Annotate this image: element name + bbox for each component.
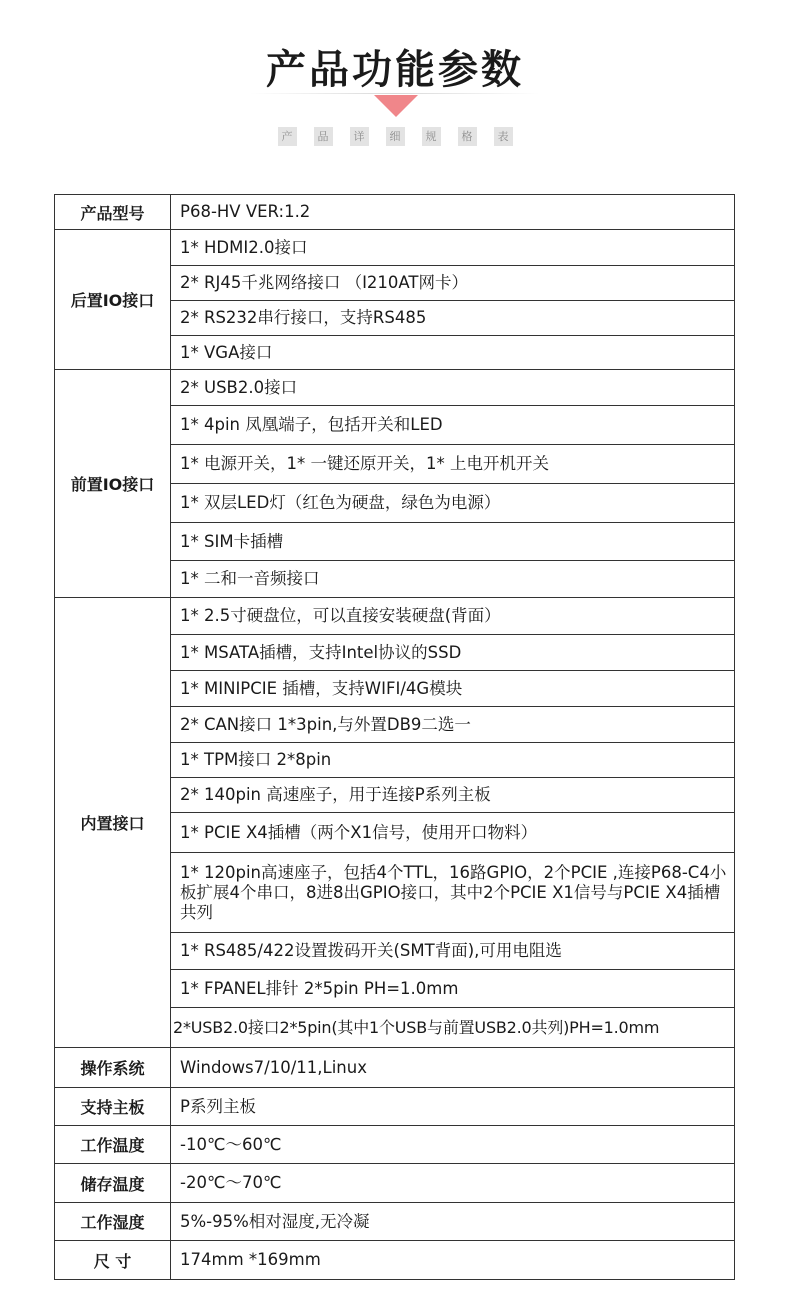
subtitle-char: 产 [278,127,297,146]
row-value: 1* HDMI2.0接口 [171,230,735,266]
page-title: 产品功能参数 [266,47,524,93]
row-value: 1* 120pin高速座子，包括4个TTL，16路GPIO，2个PCIE ,连接P68-C4小板扩展4个串口，8进8出GPIO接口，其中2个PCIE X1信号与PCIE X4插槽共列 [171,853,735,933]
table-row [55,598,735,635]
row-value: 1* TPM接口 2*8pin [171,743,735,778]
subtitle-char: 详 [350,127,369,146]
table-row [55,230,735,266]
subtitle-char: 规 [422,127,441,146]
row-value: 1* 电源开关，1* 一键还原开关，1* 上电开机开关 [171,445,735,484]
spec-table [54,194,735,1280]
row-value: 1* FPANEL排针 2*5pin PH=1.0mm [171,970,735,1008]
table-row [55,1164,735,1203]
row-value: P68-HV VER:1.2 [171,195,735,230]
row-label: 后置IO接口 [55,230,171,370]
title-divider [250,93,540,94]
table-row [55,1088,735,1126]
table-row [55,370,735,406]
row-label: 操作系统 [55,1048,171,1088]
row-label: 前置IO接口 [55,370,171,598]
row-value: 1* VGA接口 [171,336,735,370]
row-value: 1* MSATA插槽，支持Intel协议的SSD [171,635,735,671]
row-value: P系列主板 [171,1088,735,1126]
row-label: 储存温度 [55,1164,171,1203]
row-value: Windows7/10/11,Linux [171,1048,735,1088]
row-value: 2* 140pin 高速座子，用于连接P系列主板 [171,778,735,813]
table-row [55,1048,735,1088]
row-value: -20℃～70℃ [171,1164,735,1203]
subtitle-char: 表 [494,127,513,146]
row-label: 尺 寸 [55,1241,171,1280]
row-value: 1* MINIPCIE 插槽，支持WIFI/4G模块 [171,671,735,707]
row-value: 1* SIM卡插槽 [171,523,735,561]
row-value: 2* RS232串行接口，支持RS485 [171,301,735,336]
subtitle [0,127,790,146]
subtitle-char: 细 [386,127,405,146]
row-value: 1* 二和一音频接口 [171,561,735,598]
row-value: 2* USB2.0接口 [171,370,735,406]
row-value: 2* RJ45千兆网络接口 （I210AT网卡） [171,266,735,301]
row-value: 1* 4pin 凤凰端子，包括开关和LED [171,406,735,445]
row-value: 1* RS485/422设置拨码开关(SMT背面),可用电阻选 [171,933,735,970]
row-value: 1* 双层LED灯（红色为硬盘，绿色为电源） [171,484,735,523]
row-value: 5%-95%相对湿度,无冷凝 [171,1203,735,1241]
table-row [55,1203,735,1241]
row-label: 产品型号 [55,195,171,230]
table-row [55,1126,735,1164]
row-label: 内置接口 [55,598,171,1048]
subtitle-char: 格 [458,127,477,146]
row-value: 1* PCIE X4插槽（两个X1信号，使用开口物料） [171,813,735,853]
row-label: 工作湿度 [55,1203,171,1241]
row-value: -10℃～60℃ [171,1126,735,1164]
down-triangle-icon [374,95,418,117]
row-value: 1* 2.5寸硬盘位，可以直接安装硬盘(背面） [171,598,735,635]
row-label: 工作温度 [55,1126,171,1164]
table-row [55,195,735,230]
row-value: 2*USB2.0接口2*5pin(其中1个USB与前置USB2.0共列)PH=1.0mm [171,1008,735,1048]
row-value: 174mm *169mm [171,1241,735,1280]
row-label: 支持主板 [55,1088,171,1126]
row-value: 2* CAN接口 1*3pin,与外置DB9二选一 [171,707,735,743]
subtitle-char: 品 [314,127,333,146]
table-row [55,1241,735,1280]
